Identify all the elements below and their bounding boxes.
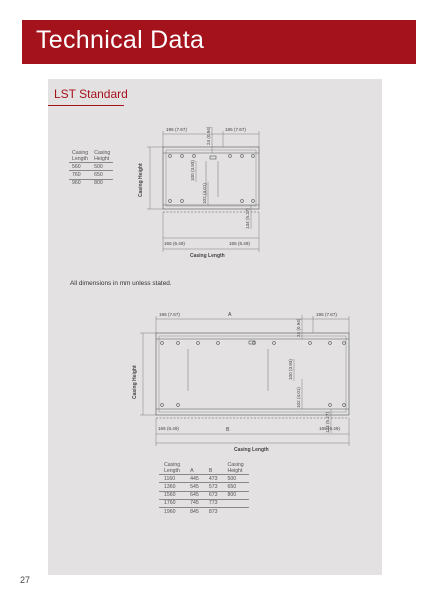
t2-header-height: Casing Height bbox=[227, 461, 244, 474]
table-cell: 800 bbox=[222, 491, 248, 499]
table-cell: 773 bbox=[204, 499, 223, 507]
table-row bbox=[69, 163, 113, 171]
table-row bbox=[69, 171, 113, 179]
table-cell: 573 bbox=[204, 483, 223, 491]
table-cell: 1360 bbox=[159, 483, 185, 491]
table-row bbox=[159, 475, 249, 483]
table-cell: 873 bbox=[204, 507, 223, 515]
d1-label-casing-height: Casing Height bbox=[138, 163, 144, 197]
d2-dim-inner-2: 102 (4.01) bbox=[296, 387, 301, 408]
table-cell: 545 bbox=[185, 483, 204, 491]
t1-header-height: Casing Height bbox=[94, 149, 111, 162]
table-cell: 500 bbox=[91, 163, 113, 171]
table-row bbox=[69, 179, 113, 187]
t2-header-length: Casing Length bbox=[164, 461, 181, 474]
content-panel bbox=[48, 79, 382, 575]
table-cell: 500 bbox=[222, 475, 248, 483]
table-cell: 745 bbox=[185, 499, 204, 507]
table-cell: 800 bbox=[91, 179, 113, 187]
table-cell: 560 bbox=[69, 163, 91, 171]
d2-dim-bottom-right: 165 (6.49) bbox=[319, 426, 340, 431]
table-cell: 650 bbox=[222, 483, 248, 491]
d2-label-casing-height: Casing Height bbox=[132, 365, 138, 399]
table-row bbox=[159, 483, 249, 491]
casing-table-2 bbox=[159, 461, 249, 515]
table-cell: 1760 bbox=[159, 499, 185, 507]
d2-dim-bottom-vertical: 134 (5.27) bbox=[325, 412, 330, 433]
section-title: LST Standard bbox=[54, 87, 128, 101]
table-cell bbox=[222, 507, 248, 515]
d2-dim-top-vertical: 24 (0.94) bbox=[296, 318, 301, 337]
drawing-2-casing bbox=[156, 333, 349, 418]
d1-dim-top-right: 195 (7.67) bbox=[225, 127, 246, 132]
d1-label-casing-length: Casing Length bbox=[190, 253, 225, 259]
table-cell: 1160 bbox=[159, 475, 185, 483]
d2-dim-bottom-left: 165 (6.49) bbox=[158, 426, 179, 431]
dimensions-note: All dimensions in mm unless stated. bbox=[70, 280, 172, 287]
header-banner bbox=[22, 20, 416, 64]
table-cell: 650 bbox=[91, 171, 113, 179]
d2-dim-top-right: 195 (7.67) bbox=[316, 312, 337, 317]
table-cell: 673 bbox=[204, 491, 223, 499]
table-row bbox=[159, 507, 249, 515]
d1-dim-inner-2: 102 (4.01) bbox=[202, 183, 207, 204]
d2-dim-inner-1: 100 (3.93) bbox=[288, 359, 293, 380]
t1-header-length: Casing Length bbox=[72, 149, 89, 162]
table-cell bbox=[222, 499, 248, 507]
d1-dim-top-vertical: 24 (0.94) bbox=[206, 126, 211, 145]
d2-dim-top-left: 195 (7.67) bbox=[159, 312, 180, 317]
d2-dim-b: B bbox=[226, 427, 230, 433]
table-cell: 1960 bbox=[159, 507, 185, 515]
d1-dim-bottom-left: 165 (6.49) bbox=[164, 241, 185, 246]
table-cell: 645 bbox=[185, 491, 204, 499]
d1-dim-bottom-right: 165 (6.49) bbox=[229, 241, 250, 246]
table-cell: 473 bbox=[204, 475, 223, 483]
table-cell: 760 bbox=[69, 171, 91, 179]
table-cell: 445 bbox=[185, 475, 204, 483]
table-cell: 960 bbox=[69, 179, 91, 187]
table-cell: 1560 bbox=[159, 491, 185, 499]
table-row bbox=[159, 491, 249, 499]
d2-dim-a: A bbox=[228, 312, 232, 318]
d2-label-casing-length: Casing Length bbox=[234, 447, 269, 453]
drawing-1-casing bbox=[163, 147, 259, 212]
d1-dim-bottom-vertical: 134 (5.27) bbox=[245, 208, 250, 229]
table-row bbox=[159, 499, 249, 507]
d1-dim-top-left: 195 (7.67) bbox=[166, 127, 187, 132]
t2-header-b: B bbox=[208, 467, 213, 474]
table-cell: 845 bbox=[185, 507, 204, 515]
page-number: 27 bbox=[20, 575, 31, 585]
d1-dim-inner-1: 100 (3.93) bbox=[190, 160, 195, 181]
t2-header-a: A bbox=[190, 467, 194, 474]
page-title: Technical Data bbox=[36, 26, 205, 54]
casing-table-1 bbox=[69, 149, 113, 187]
